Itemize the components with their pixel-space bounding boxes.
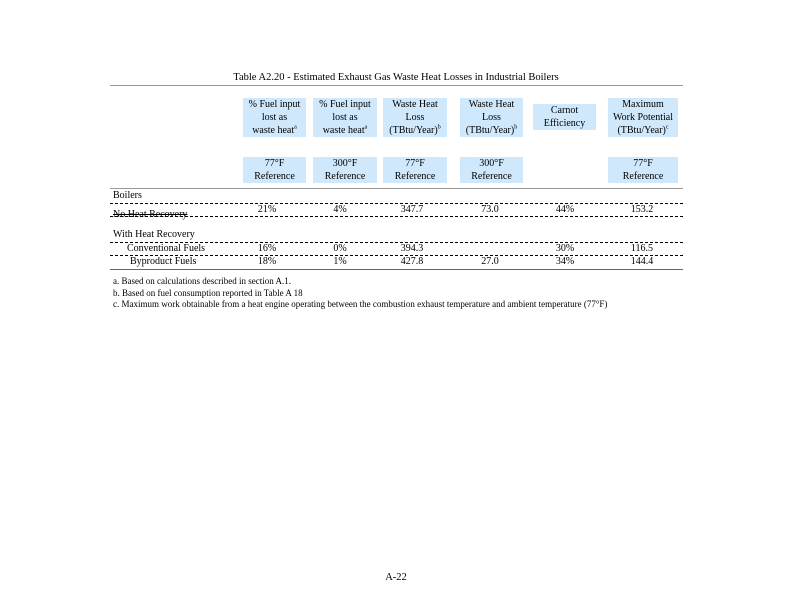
footnote-marker: a bbox=[364, 124, 368, 131]
header-text: lost as bbox=[332, 112, 358, 123]
header-text: Work Potential bbox=[612, 112, 674, 123]
column-header-line bbox=[460, 98, 523, 111]
table-cell: 30% bbox=[555, 243, 575, 254]
header-text: % Fuel input bbox=[319, 99, 371, 110]
header-rule bbox=[110, 188, 683, 189]
table-cell: 16% bbox=[257, 243, 277, 254]
table-cell: 4% bbox=[333, 204, 347, 215]
column-header-line bbox=[243, 98, 306, 111]
table-cell: 144.4 bbox=[630, 256, 654, 267]
reference-text: 300°F bbox=[332, 158, 358, 169]
column-header-line bbox=[533, 104, 596, 117]
reference-header-2 bbox=[313, 157, 377, 183]
column-header-line bbox=[460, 124, 523, 137]
header-text: waste heat bbox=[252, 125, 295, 136]
row-label-byproduct-fuels: Byproduct Fuels bbox=[130, 256, 197, 267]
column-header-line bbox=[383, 111, 447, 124]
column-header-line bbox=[313, 98, 377, 111]
table-cell: 116.5 bbox=[630, 243, 654, 254]
header-text: Waste Heat bbox=[468, 99, 515, 110]
table-cell: 21% bbox=[257, 204, 277, 215]
reference-text: Reference bbox=[394, 171, 436, 182]
header-text: (TBtu/Year) bbox=[617, 125, 666, 136]
header-text: Maximum bbox=[622, 99, 664, 110]
header-text: Carnot bbox=[550, 105, 579, 116]
reference-text: Reference bbox=[622, 171, 664, 182]
reference-header-4 bbox=[460, 157, 523, 183]
header-text: % Fuel input bbox=[248, 99, 301, 110]
column-header-line bbox=[608, 111, 678, 124]
column-header-2 bbox=[313, 98, 377, 137]
header-text: Loss bbox=[405, 112, 425, 123]
reference-header-3 bbox=[383, 157, 447, 183]
column-header-line bbox=[533, 117, 596, 130]
reference-text: Reference bbox=[324, 171, 366, 182]
title-rule bbox=[110, 85, 683, 86]
table-cell: 153.2 bbox=[630, 204, 654, 215]
table-cell: 27.0 bbox=[481, 256, 499, 267]
column-header-line bbox=[460, 111, 523, 124]
column-header-4 bbox=[460, 98, 523, 137]
footnote-marker: a bbox=[294, 124, 297, 131]
footnote-marker: b bbox=[437, 124, 441, 131]
table-cell: 427.8 bbox=[400, 256, 424, 267]
page-number: A-22 bbox=[385, 572, 407, 583]
divider bbox=[110, 216, 683, 217]
table-cell: 1% bbox=[333, 256, 347, 267]
footnote-marker: b bbox=[514, 124, 518, 131]
footnote-a: a. Based on calculations described in section A.1. bbox=[113, 276, 291, 286]
reference-text: 77°F bbox=[405, 158, 425, 169]
footnote-c: c. Maximum work obtainable from a heat engine operating between the combustion exhaust temperature and ambient temperature (77°F) bbox=[113, 299, 608, 309]
column-header-line bbox=[383, 98, 447, 111]
table-cell: 18% bbox=[257, 256, 277, 267]
header-text: Loss bbox=[482, 112, 501, 123]
column-header-line bbox=[313, 111, 377, 124]
reference-text: 77°F bbox=[264, 158, 285, 169]
section-label-with-heat-recovery: With Heat Recovery bbox=[113, 229, 195, 240]
column-header-line bbox=[608, 98, 678, 111]
table-cell: 394.3 bbox=[400, 243, 424, 254]
footnote-b: b. Based on fuel consumption reported in Table A 18 bbox=[113, 288, 303, 298]
reference-text: 300°F bbox=[479, 158, 504, 169]
table-cell: 347.7 bbox=[400, 204, 424, 215]
reference-text: Reference bbox=[254, 171, 295, 182]
table-cell: 34% bbox=[555, 256, 575, 267]
reference-header-6 bbox=[608, 157, 678, 183]
header-text: Waste Heat bbox=[392, 99, 438, 110]
reference-header-1 bbox=[243, 157, 306, 183]
table-bottom-rule bbox=[110, 269, 683, 270]
column-header-3 bbox=[383, 98, 447, 137]
column-header-6 bbox=[608, 98, 678, 137]
header-text: (TBtu/Year) bbox=[465, 125, 515, 136]
table-title: Table A2.20 - Estimated Exhaust Gas Waste Heat Losses in Industrial Boilers bbox=[233, 72, 559, 83]
column-header-line bbox=[383, 124, 447, 137]
column-header-line bbox=[313, 124, 377, 137]
column-header-line bbox=[243, 111, 306, 124]
header-text: Efficiency bbox=[543, 118, 586, 129]
header-text: waste heat bbox=[322, 125, 365, 136]
column-header-line bbox=[243, 124, 306, 137]
table-cell: 73.0 bbox=[481, 204, 499, 215]
header-text: lost as bbox=[261, 112, 288, 123]
reference-text: Reference bbox=[471, 171, 512, 182]
column-header-1 bbox=[243, 98, 306, 137]
reference-text: 77°F bbox=[633, 158, 653, 169]
row-label-no-heat-recovery: No Heat Recovery bbox=[113, 209, 188, 220]
table-cell: 0% bbox=[333, 243, 347, 254]
table-cell: 44% bbox=[555, 204, 575, 215]
footnote-marker: c bbox=[665, 124, 669, 131]
section-label-boilers: Boilers bbox=[113, 190, 142, 201]
row-label-conventional-fuels: Conventional Fuels bbox=[127, 243, 206, 254]
column-header-5 bbox=[533, 104, 596, 130]
column-header-line bbox=[608, 124, 678, 137]
header-text: (TBtu/Year) bbox=[389, 125, 438, 136]
